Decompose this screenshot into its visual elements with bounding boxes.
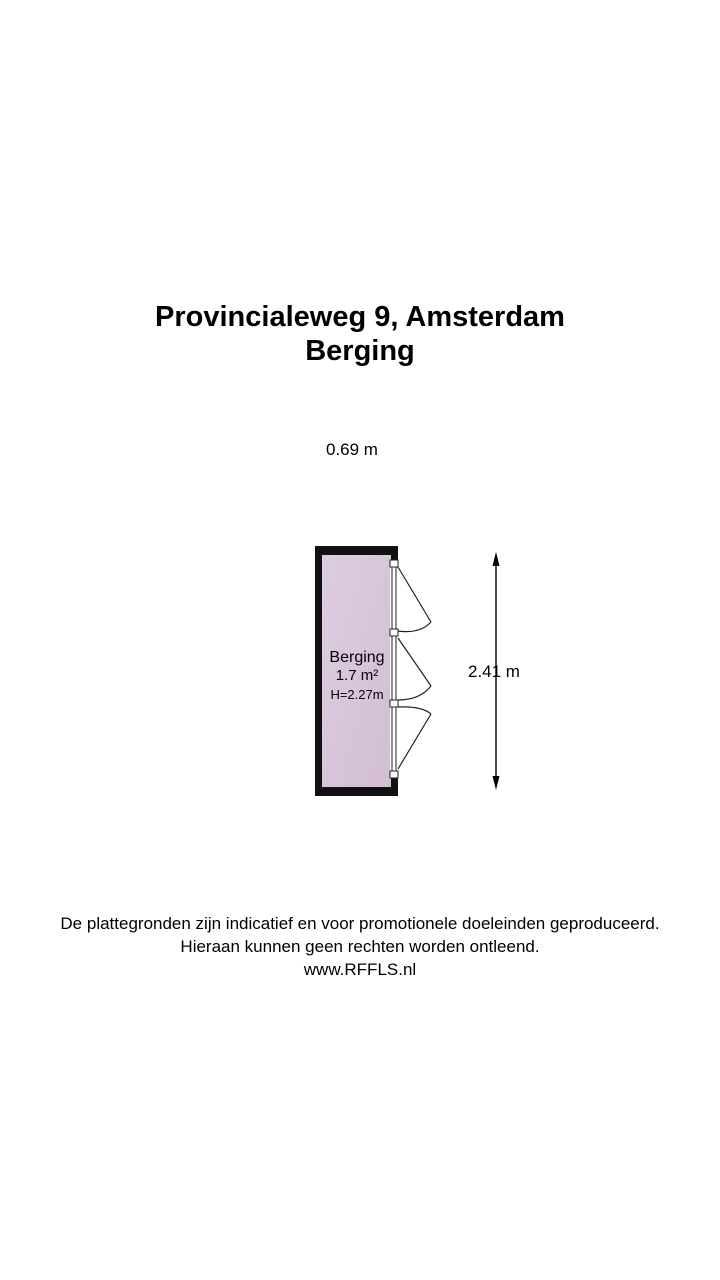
- room-area-label: 1.7 m²: [335, 667, 379, 684]
- floor-title: Berging: [305, 335, 415, 367]
- website-text: www.RFFLS.nl: [303, 960, 417, 979]
- room-name-label: Berging: [329, 649, 385, 666]
- door-swing-2: [398, 638, 431, 700]
- width-dimension-label: 0.69 m: [326, 440, 378, 459]
- disclaimer-line-1: De plattegronden zijn indicatief en voor promotionele doeleinden geproduceerd.: [60, 914, 660, 933]
- room-height-label: H=2.27m: [330, 687, 384, 702]
- disclaimer-line-2: Hieraan kunnen geen rechten worden ontleend.: [180, 937, 540, 956]
- door-swing-1: [398, 567, 431, 632]
- address-title: Provincialeweg 9, Amsterdam: [155, 301, 565, 333]
- door-swing-3: [398, 707, 431, 769]
- height-dimension-label: 2.41 m: [468, 662, 520, 681]
